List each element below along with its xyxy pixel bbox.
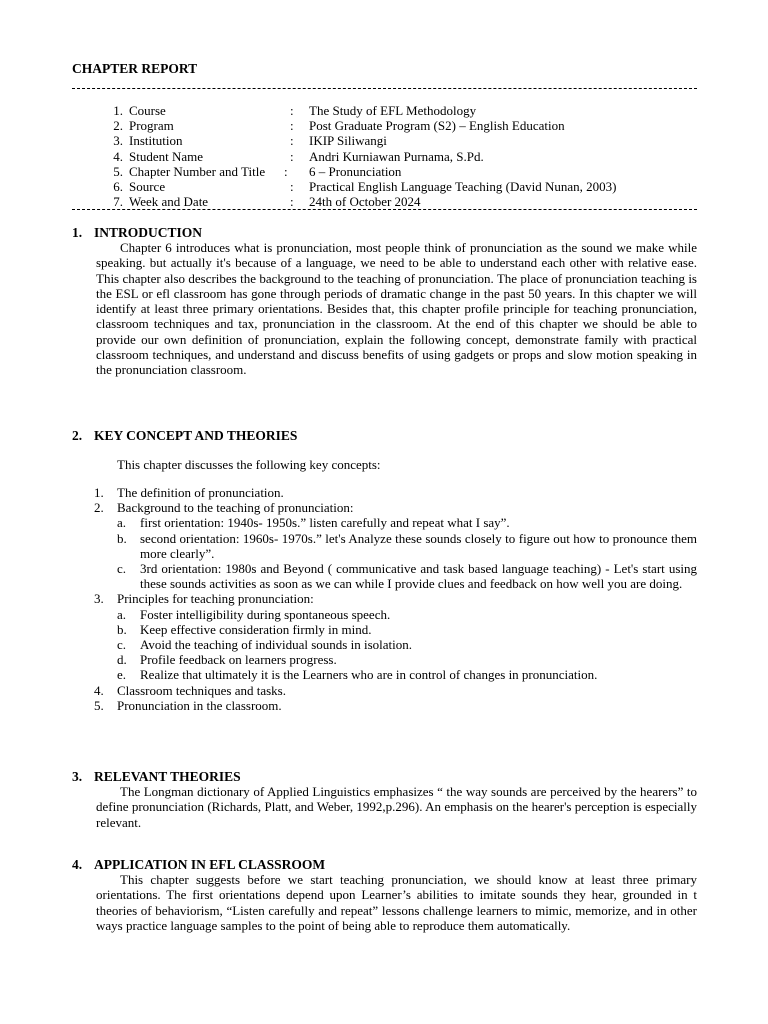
info-num: 1.: [113, 103, 123, 118]
list-marker: 1.: [94, 485, 104, 500]
info-label: Week and Date: [129, 194, 209, 210]
info-value: Practical English Language Teaching (David Nunan, 2003): [309, 178, 617, 194]
info-colon: :: [284, 163, 288, 179]
sub-list-item: [94, 531, 697, 561]
section-title: APPLICATION IN EFL CLASSROOM: [94, 857, 326, 872]
list-text: Avoid the teaching of individual sounds in isolation.: [140, 637, 413, 653]
relevant-theories-paragraph: The Longman dictionary of Applied Linguistics emphasizes “ the way sounds are perceived by the hearers” to define pronunciation (Richards, Platt, and Weber, 1992,p.296). An emphasis on the hearer's perception is especially relevant.: [96, 784, 697, 830]
list-marker: a.: [117, 606, 127, 622]
sub-list-item: [94, 652, 697, 667]
list-marker: d.: [117, 652, 127, 668]
page-title: CHAPTER REPORT: [72, 61, 198, 76]
info-num: 3.: [113, 133, 123, 149]
list-marker: a.: [117, 515, 127, 531]
info-label: Source: [129, 178, 166, 194]
list-text: Foster intelligibility during spontaneous speech.: [140, 606, 391, 622]
info-colon: :: [290, 194, 294, 210]
section-heading-relevant-theories: [72, 769, 241, 785]
sub-list-item: [94, 607, 697, 622]
info-colon: :: [290, 133, 294, 149]
info-row-chapter: [97, 164, 697, 179]
list-text: first orientation: 1940s- 1950s.” listen carefully and repeat what I say”.: [140, 515, 510, 531]
section-heading-key-concepts: [72, 428, 297, 444]
info-num: 7.: [113, 194, 123, 210]
info-value: 6 – Pronunciation: [309, 163, 402, 179]
info-value: IKIP Siliwangi: [309, 133, 387, 149]
section-number: 2.: [72, 428, 83, 443]
list-marker: b.: [117, 530, 127, 546]
key-concepts-list: [94, 485, 697, 713]
info-value: Post Graduate Program (S2) – English Education: [309, 118, 565, 134]
info-table: [97, 103, 697, 209]
info-colon: :: [290, 148, 294, 164]
list-text: Pronunciation in the classroom.: [117, 697, 282, 713]
list-item: [94, 500, 697, 515]
list-text: Classroom techniques and tasks.: [117, 682, 286, 698]
info-label: Chapter Number and Title: [129, 163, 266, 179]
info-row-source: [97, 179, 697, 194]
info-row-institution: [97, 133, 697, 148]
info-value: The Study of EFL Methodology: [309, 103, 477, 118]
section-number: 3.: [72, 769, 83, 784]
info-row-program: [97, 118, 697, 133]
application-paragraph: This chapter suggests before we start teaching pronunciation, we should know at least three primary orientations. The first orientations depend upon Learner’s abilities to imitate sounds they hear, grounded in t theories of behaviorism, “Listen carefully and repeat” lessons challenge learners to mimic, memorize, and in other ways practice language samples to the point of being able to reproduce them automatically.: [96, 872, 697, 933]
divider-top: [72, 88, 697, 89]
info-label: Institution: [129, 133, 183, 149]
section-title: KEY CONCEPT AND THEORIES: [94, 428, 298, 443]
info-label: Program: [129, 118, 174, 134]
list-text: The definition of pronunciation.: [117, 485, 284, 500]
info-row-week-date: [97, 194, 697, 209]
list-item: [94, 683, 697, 698]
list-marker: 3.: [94, 591, 104, 607]
sub-list-item: [94, 667, 697, 682]
info-num: 6.: [113, 178, 123, 194]
info-num: 4.: [113, 148, 123, 164]
section-heading-introduction: [72, 225, 202, 241]
info-colon: :: [290, 178, 294, 194]
info-colon: :: [290, 103, 294, 118]
info-row-course: [97, 103, 697, 118]
sub-list-item: [94, 637, 697, 652]
info-colon: :: [290, 118, 294, 134]
info-value: 24th of October 2024: [309, 194, 421, 210]
info-num: 5.: [113, 163, 123, 179]
list-marker: c.: [117, 561, 127, 577]
sub-list-item: [94, 622, 697, 637]
info-row-student-name: [97, 149, 697, 164]
list-text: Realize that ultimately it is the Learners who are in control of changes in pronunciation.: [140, 667, 598, 683]
introduction-paragraph: Chapter 6 introduces what is pronunciation, most people think of pronunciation as the sound we make while speaking. but actually it's because of a language, we need to be able to understand each other with relative ease. This chapter also describes the background to the teaching of pronunciation. The place of pronunciation teaching is the ESL or efl classroom has gone through periods of dramatic change in the past 50 years. In this chapter we will identify at least three primary orientations. Besides that, this chapter profile principle for teaching pronunciation, classroom techniques and tax, pronunciation in the classroom. At the end of this chapter we should be able to provide our own definition of pronunciation, explain the following concept, demonstrate family with practical classroom techniques, and understand and discuss benefits of using gadgets or props and slow motion speaking in the pronunciation classroom.: [96, 240, 697, 378]
section-number: 4.: [72, 857, 83, 872]
list-text: 3rd orientation: 1980s and Beyond ( communicative and task based language teaching) - Let's start using these sounds activities as soon as we can while I provide clues and feedback on how well you are doing.: [140, 561, 697, 592]
list-marker: 2.: [94, 500, 104, 516]
list-text: Principles for teaching pronunciation:: [117, 591, 314, 607]
sub-list-item: [94, 515, 697, 530]
list-marker: 4.: [94, 682, 104, 698]
info-label: Student Name: [129, 148, 204, 164]
list-marker: 5.: [94, 697, 104, 713]
divider-bottom: [72, 209, 697, 210]
list-text: Keep effective consideration firmly in mind.: [140, 621, 372, 637]
list-text: second orientation: 1960s- 1970s.” let's Analyze these sounds closely to figure out how to pronounce them more clearly”.: [140, 530, 697, 561]
sub-list-item: [94, 561, 697, 591]
list-text: Profile feedback on learners progress.: [140, 652, 337, 668]
list-text: Background to the teaching of pronunciation:: [117, 500, 354, 516]
list-marker: e.: [117, 667, 127, 683]
key-concepts-intro: This chapter discusses the following key concepts:: [117, 457, 381, 472]
list-marker: c.: [117, 637, 127, 653]
section-title: RELEVANT THEORIES: [94, 769, 241, 784]
info-num: 2.: [113, 118, 123, 134]
section-number: 1.: [72, 225, 83, 240]
list-item: [94, 698, 697, 713]
info-value: Andri Kurniawan Purnama, S.Pd.: [309, 148, 484, 164]
list-item: [94, 591, 697, 606]
list-item: [94, 485, 697, 500]
list-marker: b.: [117, 621, 127, 637]
section-title: INTRODUCTION: [94, 225, 203, 240]
info-label: Course: [129, 103, 166, 118]
section-heading-application: [72, 857, 325, 873]
